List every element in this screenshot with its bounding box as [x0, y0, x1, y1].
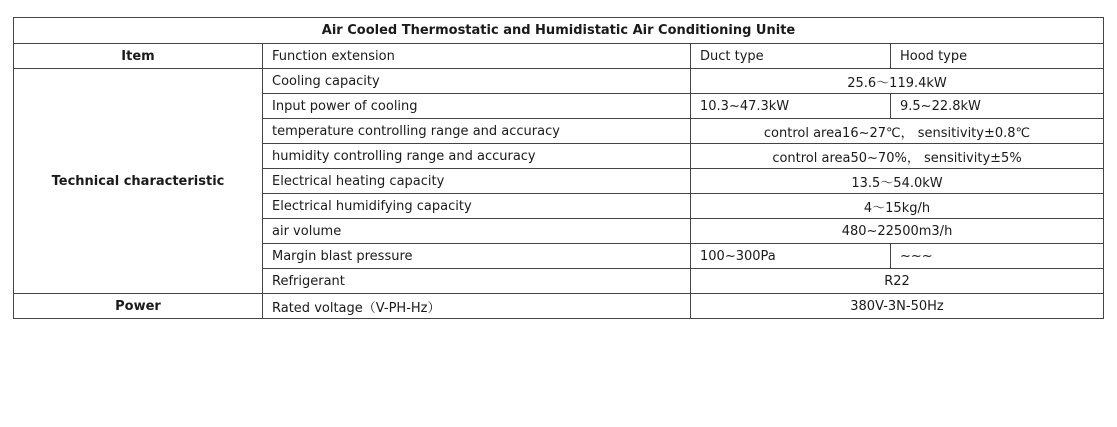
row-value: 480~22500m3/h [691, 219, 1104, 244]
row-label: air volume [263, 219, 691, 244]
row-value: control area50~70%， sensitivity±5% [691, 144, 1104, 169]
table-row [14, 69, 1104, 94]
group-technical: Technical characteristic [14, 69, 263, 294]
row-label: Margin blast pressure [263, 244, 691, 269]
row-duct-value: 100~300Pa [691, 244, 891, 269]
row-label: Electrical heating capacity [263, 169, 691, 194]
spec-table [13, 17, 1104, 319]
row-value: control area16~27℃， sensitivity±0.8℃ [691, 119, 1104, 144]
header-item: Item [14, 44, 263, 69]
row-value: 13.5～54.0kW [691, 169, 1104, 194]
row-label: Rated voltage（V-PH-Hz） [263, 294, 691, 319]
row-duct-value: 10.3~47.3kW [691, 94, 891, 119]
header-duct: Duct type [691, 44, 891, 69]
table-row [14, 294, 1104, 319]
row-value: 380V-3N-50Hz [691, 294, 1104, 319]
header-function: Function extension [263, 44, 691, 69]
row-label: humidity controlling range and accuracy [263, 144, 691, 169]
row-value: R22 [691, 269, 1104, 294]
row-label: Cooling capacity [263, 69, 691, 94]
row-label: Refrigerant [263, 269, 691, 294]
group-power: Power [14, 294, 263, 319]
table-title: Air Cooled Thermostatic and Humidistatic Air Conditioning Unite [14, 18, 1104, 44]
row-value: 25.6～119.4kW [691, 69, 1104, 94]
row-label: Electrical humidifying capacity [263, 194, 691, 219]
row-value: 4～15kg/h [691, 194, 1104, 219]
header-row [14, 44, 1104, 69]
row-label: Input power of cooling [263, 94, 691, 119]
row-hood-value: 9.5~22.8kW [891, 94, 1104, 119]
row-label: temperature controlling range and accuracy [263, 119, 691, 144]
row-hood-value: ~~~ [891, 244, 1104, 269]
header-hood: Hood type [891, 44, 1104, 69]
title-row [14, 18, 1104, 44]
